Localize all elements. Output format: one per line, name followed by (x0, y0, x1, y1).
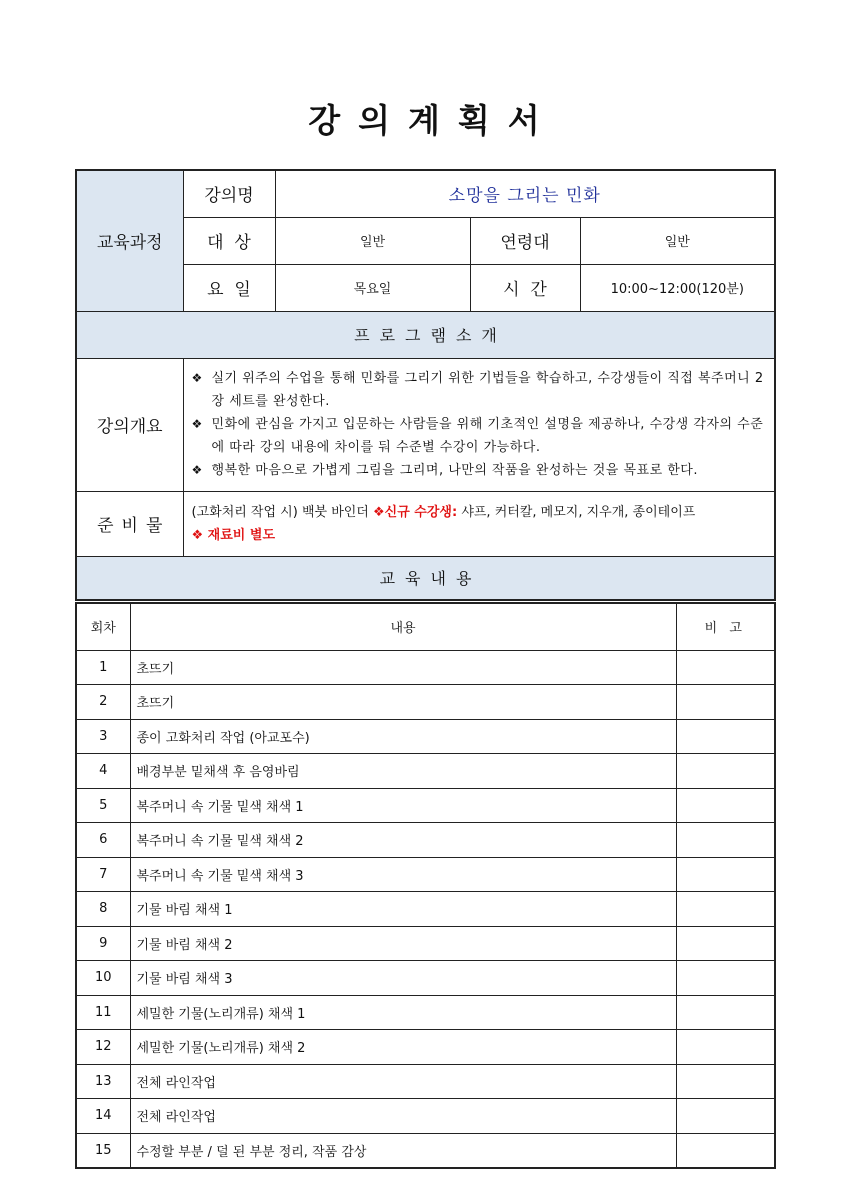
session-content: 수정할 부분 / 덜 된 부분 정리, 작품 감상 (130, 1133, 676, 1168)
session-note (676, 823, 775, 858)
session-content: 복주머니 속 기물 밑색 채색 3 (130, 857, 676, 892)
session-number: 14 (76, 1099, 130, 1134)
session-content: 초뜨기 (130, 650, 676, 685)
overview-item: ❖ 실기 위주의 수업을 통해 민화를 그리기 위한 기법들을 학습하고, 수강생들이 직접 복주머니 2장 세트를 완성한다. (192, 367, 765, 413)
day-value: 목요일 (275, 264, 470, 311)
session-note (676, 926, 775, 961)
day-label: 요 일 (183, 264, 275, 311)
session-content: 전체 라인작업 (130, 1064, 676, 1099)
time-label: 시 간 (470, 264, 580, 311)
course-name-value: 소망을 그리는 민화 (275, 170, 775, 217)
session-content: 세밀한 기물(노리개류) 채색 2 (130, 1030, 676, 1065)
table-row (76, 892, 775, 927)
session-note (676, 788, 775, 823)
session-number: 13 (76, 1064, 130, 1099)
diamond-bullet-icon: ❖ (191, 371, 203, 385)
session-number: 3 (76, 719, 130, 754)
table-row (76, 961, 775, 996)
table-row (76, 719, 775, 754)
new-student-items: 샤프, 커터칼, 메모지, 지우개, 종이테이프 (457, 504, 696, 520)
table-row (76, 1099, 775, 1134)
session-number: 8 (76, 892, 130, 927)
session-note (676, 961, 775, 996)
table-row (76, 1064, 775, 1099)
materials-label: 준비물 (76, 491, 183, 556)
session-number: 7 (76, 857, 130, 892)
table-row (76, 788, 775, 823)
diamond-bullet-icon: ❖ (191, 417, 203, 431)
table-row (76, 857, 775, 892)
session-note (676, 685, 775, 720)
course-name-label: 강의명 (183, 170, 275, 217)
session-number: 2 (76, 685, 130, 720)
session-note (676, 1064, 775, 1099)
target-label: 대 상 (183, 217, 275, 264)
session-note (676, 892, 775, 927)
session-note (676, 857, 775, 892)
table-row (76, 650, 775, 685)
overview-item: ❖ 행복한 마음으로 가볍게 그림을 그리며, 나만의 작품을 완성하는 것을 목표로 한다. (192, 459, 765, 482)
session-content: 기물 바림 채색 2 (130, 926, 676, 961)
age-label: 연령대 (470, 217, 580, 264)
table-row (76, 995, 775, 1030)
session-note (676, 719, 775, 754)
session-number: 9 (76, 926, 130, 961)
schedule-table (75, 602, 776, 1169)
session-number: 12 (76, 1030, 130, 1065)
session-content: 초뜨기 (130, 685, 676, 720)
target-value: 일반 (275, 217, 470, 264)
session-note (676, 1099, 775, 1134)
overview-item: ❖ 민화에 관심을 가지고 입문하는 사람들을 위해 기초적인 설명을 제공하나, 수강생 각자의 수준에 따라 강의 내용에 차이를 둬 수준별 수강이 가능하다. (192, 413, 765, 459)
material-fee-note: ❖ 재료비 별도 (191, 527, 275, 543)
edu-course-label: 교육과정 (76, 170, 183, 311)
table-row (76, 1030, 775, 1065)
session-note (676, 1030, 775, 1065)
session-number: 15 (76, 1133, 130, 1168)
table-row (76, 754, 775, 789)
session-content: 복주머니 속 기물 밑색 채색 1 (130, 788, 676, 823)
content-header: 내용 (130, 603, 676, 650)
overview-label: 강의개요 (76, 358, 183, 491)
note-header: 비 고 (676, 603, 775, 650)
table-row (76, 1133, 775, 1168)
diamond-bullet-icon: ❖ (191, 463, 203, 477)
session-content: 세밀한 기물(노리개류) 채색 1 (130, 995, 676, 1030)
table-row (76, 926, 775, 961)
page-title: 강의계획서 (308, 101, 558, 140)
table-row (76, 685, 775, 720)
session-content: 종이 고화처리 작업 (아교포수) (130, 719, 676, 754)
new-student-label: ❖신규 수강생: (373, 504, 458, 520)
session-note (676, 650, 775, 685)
session-note (676, 995, 775, 1030)
course-info-table (75, 169, 776, 601)
session-content: 기물 바림 채색 1 (130, 892, 676, 927)
session-number: 5 (76, 788, 130, 823)
session-number: 6 (76, 823, 130, 858)
session-note (676, 754, 775, 789)
session-header: 회차 (76, 603, 130, 650)
session-content: 복주머니 속 기물 밑색 채색 2 (130, 823, 676, 858)
materials-text: (고화처리 작업 시) 백붓 바인더 (191, 504, 374, 520)
content-section-header: 교육내용 (76, 556, 775, 600)
session-number: 4 (76, 754, 130, 789)
program-section-header: 프로그램소개 (76, 311, 775, 358)
session-content: 배경부분 밑채색 후 음영바림 (130, 754, 676, 789)
table-row (76, 823, 775, 858)
session-content: 기물 바림 채색 3 (130, 961, 676, 996)
overview-content (183, 358, 775, 491)
session-content: 전체 라인작업 (130, 1099, 676, 1134)
time-value: 10:00~12:00(120분) (580, 264, 775, 311)
session-note (676, 1133, 775, 1168)
schedule-header-row (76, 603, 775, 650)
age-value: 일반 (580, 217, 775, 264)
session-number: 1 (76, 650, 130, 685)
session-number: 11 (76, 995, 130, 1030)
materials-content (183, 491, 775, 556)
session-number: 10 (76, 961, 130, 996)
